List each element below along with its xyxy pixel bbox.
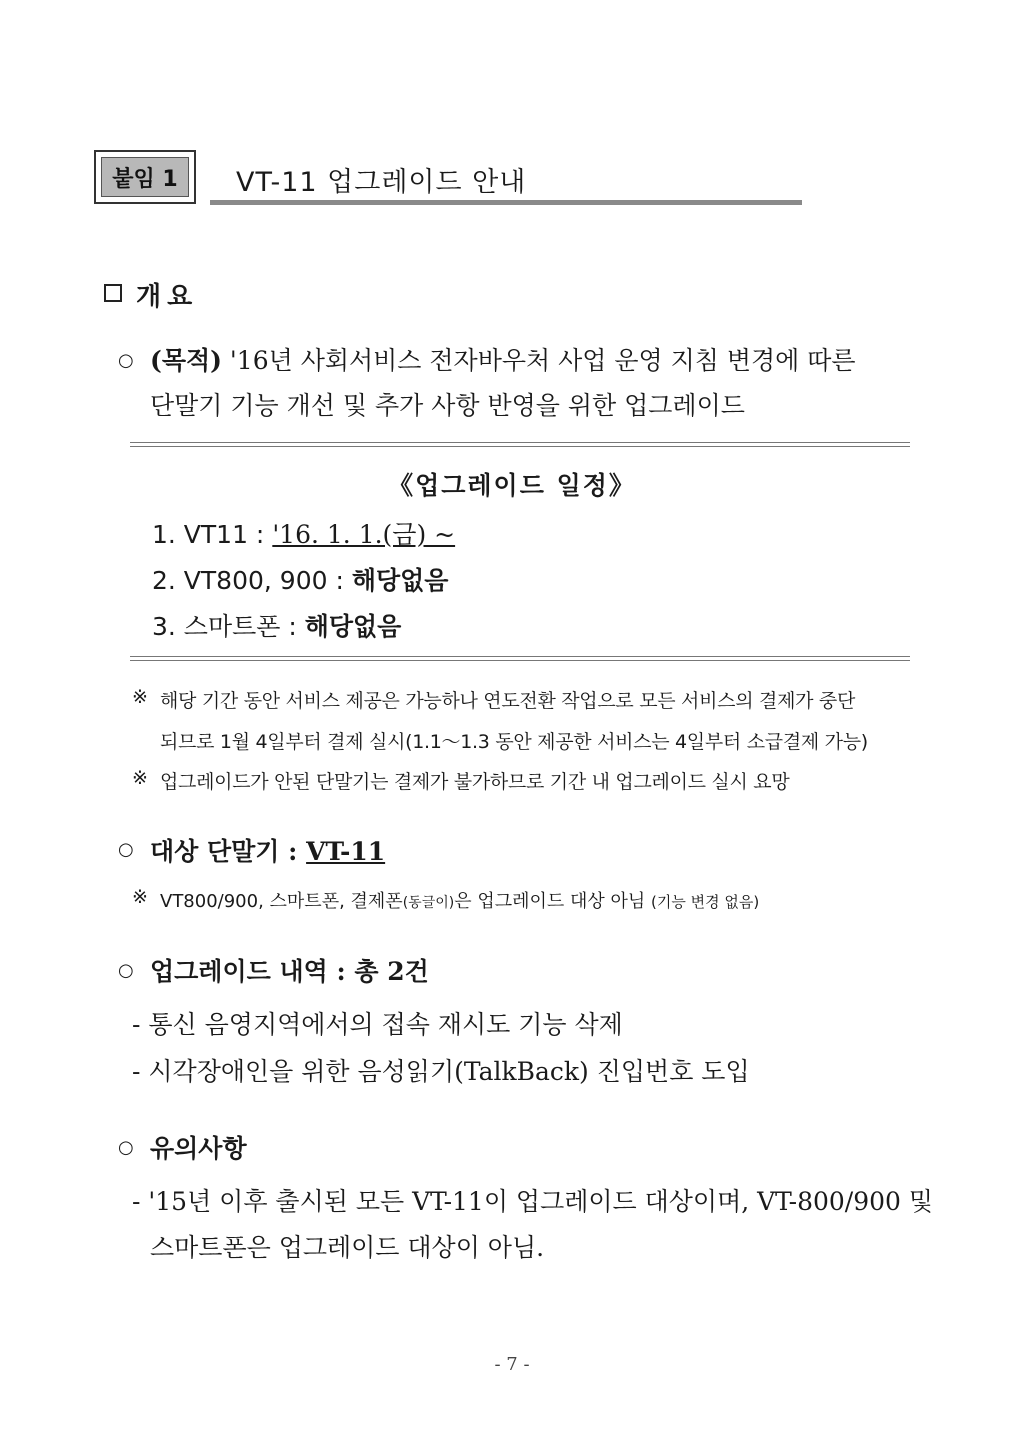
caution-line-1: - '15년 이후 출시된 모든 VT-11이 업그레이드 대상이며, VT-800/900 및 [132,1187,934,1216]
overview-heading: 개요 [136,282,199,312]
page-title: VT-11 업그레이드 안내 [236,167,527,198]
target-note [160,887,759,913]
purpose-line-2: 단말기 기능 개선 및 추가 사항 반영을 위한 업그레이드 [150,391,745,420]
bullet-circle-icon: ○ [118,960,134,981]
caution-line-2: 스마트폰은 업그레이드 대상이 아님. [150,1233,545,1262]
target-line [150,832,385,868]
note-mark-2: ※ [132,767,148,789]
target-value: VT-11 [306,837,386,866]
note-2: 업그레이드가 안된 단말기는 결제가 불가하므로 기간 내 업그레이드 실시 요망 [160,771,790,793]
bullet-circle-icon: ○ [118,839,134,860]
attachment-tag-label: 붙임 1 [101,157,189,197]
upgrade-item-2: - 시각장애인을 위한 음성읽기(TalkBack) 진입번호 도입 [132,1057,750,1086]
schedule-item-3-value: 해당없음 [304,612,402,641]
bullet-circle-icon: ○ [118,1137,134,1158]
target-note-end: (기능 변경 없음) [650,893,760,911]
note-mark-3: ※ [132,886,148,908]
target-label: 대상 단말기 : [150,837,307,866]
schedule-item-3 [152,607,401,643]
target-note-paren: (동글이) [402,895,455,911]
note-1-line-2: 되므로 1월 4일부터 결제 실시(1.1～1.3 동안 제공한 서비스는 4일부터 소급결제 가능) [160,731,868,753]
attachment-tag [94,150,196,204]
schedule-bottom-rule [130,656,910,661]
schedule-title: 《업그레이드 일정》 [388,471,636,500]
schedule-top-rule [130,442,910,447]
page-number: - 7 - [494,1354,530,1375]
purpose-text-1: '16년 사회서비스 전자바우처 사업 운영 지침 변경에 따른 [229,346,856,375]
target-note-after: 은 업그레이드 대상 아님 [454,891,651,912]
schedule-item-1 [152,515,455,551]
upgrade-item-1: - 통신 음영지역에서의 접속 재시도 기능 삭제 [132,1010,623,1039]
schedule-item-3-label: 3. 스마트폰 : [152,612,305,641]
purpose-label: (목적) [150,346,222,375]
schedule-item-1-date: '16. 1. 1.(금) ~ [272,520,456,549]
schedule-item-2-value: 해당없음 [351,566,449,595]
section-box-icon [104,284,122,302]
bullet-circle-icon: ○ [118,350,134,371]
title-underline [210,200,802,205]
purpose-line-1 [150,341,856,377]
schedule-item-1-label: 1. VT11 : [152,520,273,549]
note-mark-1: ※ [132,686,148,708]
caution-heading: 유의사항 [150,1134,247,1163]
target-note-main: VT800/900, 스마트폰, 결제폰 [160,891,403,912]
schedule-item-2 [152,561,448,597]
schedule-item-2-label: 2. VT800, 900 : [152,566,352,595]
upgrade-heading: 업그레이드 내역 : 총 2건 [150,957,429,986]
note-1-line-1: 해당 기간 동안 서비스 제공은 가능하나 연도전환 작업으로 모든 서비스의 결제가 중단 [160,690,856,712]
